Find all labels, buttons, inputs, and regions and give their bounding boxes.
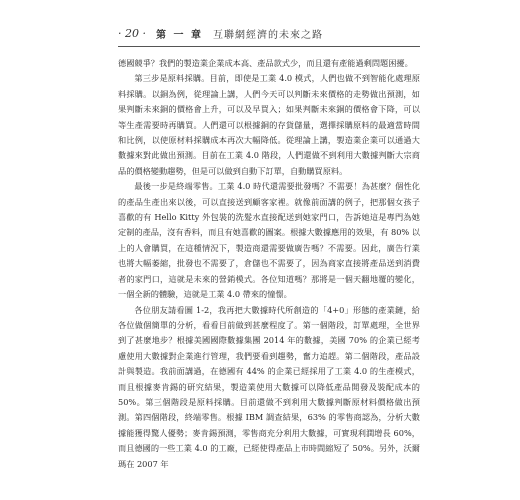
book-title: 互聯網經濟的未來之路 (212, 30, 323, 41)
chapter-label: 第 一 章 (155, 30, 203, 41)
body-text (118, 56, 420, 472)
paragraph-retail: 最後一步是終端零售。工業 4.0 時代還需要批發嗎？不需要！為甚麼？個性化的產品生產出來以後，可以直接送到顧客家裡。就像前面講的例子，把那個女孩子喜歡的有 Hello Kitty 外包裝的洗髮水直接配送到她家門口，告訴她這是專門為她定制的產品，沒有香料，而且有她喜歡的圖案。根據大數據應用的效果，有 80% 以上的人會購買，在這種情況下，製造商還需要做廣告嗎？不需要。因此，廣告行業也將大幅萎縮，批發也不需要了，倉儲也不需要了，因為商家直接將產品送到消費者的家門口，這就是未來的營銷模式。各位知道嗎？那將是一個天翻地覆的變化，一個全新的體驗，這就是工業 4.0 帶來的憧憬。 (118, 181, 420, 300)
header-divider (118, 46, 420, 47)
running-header (118, 26, 323, 41)
paragraph-industry-chain: 各位朋友請看圖 1-2，我再把大數據時代所創造的「4+0」形態的產業鏈，給各位做個簡單的分析，看看目前做到甚麼程度了。第一個階段，訂單處理，全世界到了甚麼地步？根據美國國際數據集團 2014 年的數據，美國 70% 的企業已經考慮使用大數據對企業進行管理，我們要看到趨勢，奮力追趕。第二個階段，產品設計與製造。我前面講過，在德國有 44% 的企業已經採用了工業 4.0 的生產模式，而且根據麥肯錫的研究結果，製造業使用大數據可以降低產品開發及裝配成本的 50%。第三個階段是原料採購。目前還做不到利用大數據判斷原材料價格做出預測。第四個階段，終端零售。根據 IBM 調查結果，63% 的零售商認為，分析大數據能獲得驚人優勢；麥肯錫預測，零售商充分利用大數據，可實現利潤增長 60%，而且德國的一些工業 4.0 的工廠，已經使得產品上市時間縮短了 50%。另外，沃爾瑪在 2007 年 (118, 304, 420, 469)
page-number: · 20 · (118, 27, 146, 40)
paragraph-raw-material: 第三步是原料採購。目前，即使是工業 4.0 模式，人們也做不到智能化處理原料採購。以銅為例，從理論上講，人們今天可以判斷未來價格的走勢做出預測，如果判斷未來銅的價格會上升，可以及早買入；如果判斷未來銅的價格會下降，可以等生產需要時再購買。人們還可以根據銅的存貨儲量，選擇採購原料的最適當時間和比例，以使原材料採購成本再次大幅降低。從理論上講，製造業企業可以通過大數據來對此做出預測。目前在工業 4.0 階段，人們還做不到利用大數據判斷大宗商品的價格變動趨勢，但是可以做到自動下訂單，自動購買原料。 (118, 73, 420, 176)
paragraph-continuation: 德國競爭？我們的製造業企業成本高、產品款式少，而且還有產能過剩問題困擾。 (118, 58, 413, 68)
